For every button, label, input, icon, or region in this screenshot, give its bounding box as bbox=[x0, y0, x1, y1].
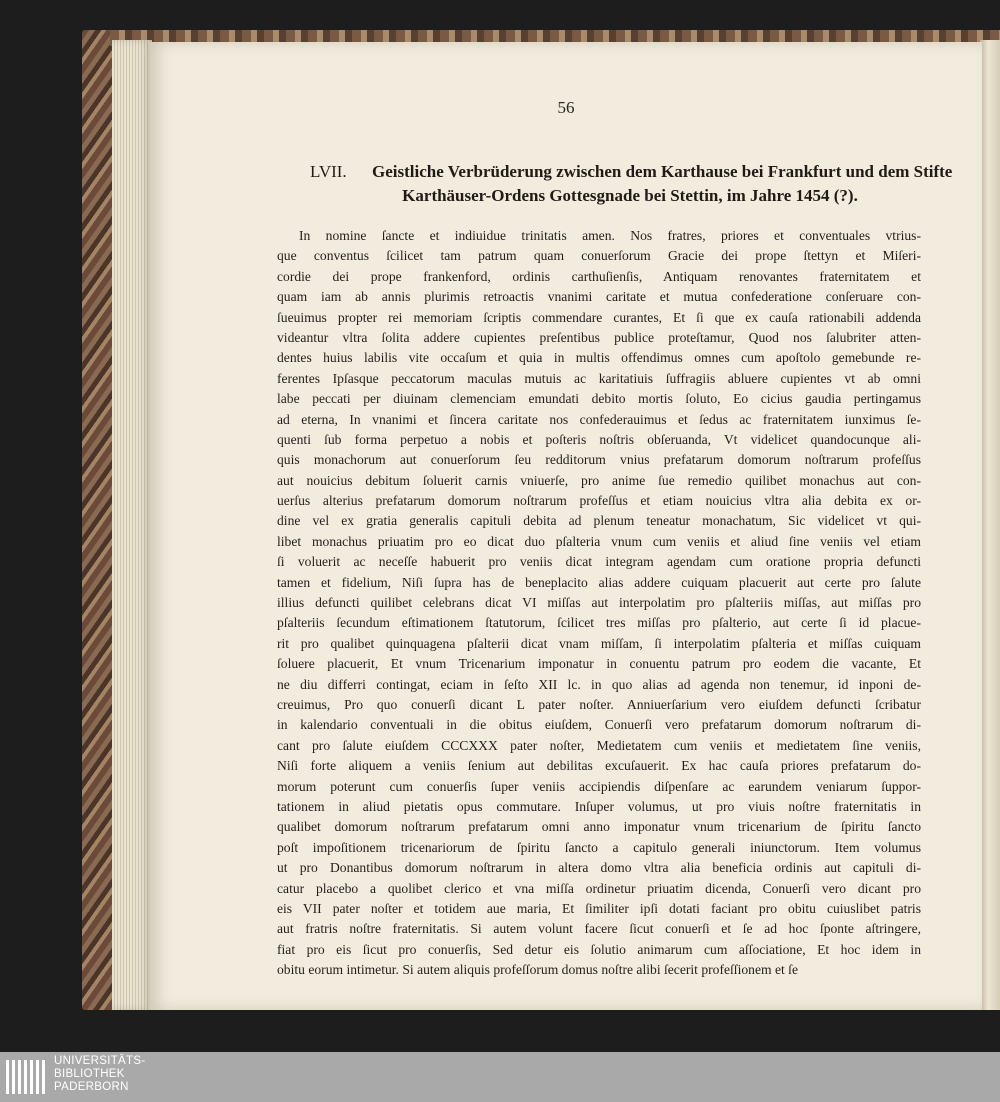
body-line: poſt impoſitionem tricenariorum de ſpiritu ſancto a capitulo generali iniunctorum. Item volumus bbox=[277, 839, 921, 855]
body-line: ne diu differri contingat, eciam in ſeſto XII lc. in quo alias ad agenda non tenemur, id inponi de- bbox=[277, 676, 921, 692]
body-line: rit pro qualibet quinquagena pſalterii dicat vnam miſſam, ſi interpolatim pſalteria et miſſas cuiquam bbox=[277, 635, 921, 651]
body-line: que conventus ſcilicet tam patrum quam conuerſorum Gracie dei prope ſtettyn et Miſeri- bbox=[277, 248, 921, 264]
body-line: libet monachus priuatim pro eo dicat duo pſalteria vnum cum veniis et aliud ſine veniis vel etiam bbox=[277, 533, 921, 549]
facing-page-edge bbox=[980, 40, 1000, 1010]
body-line: qualibet domorum noſtrarum prefatarum omni anno imponatur vnum tricenarium de ſpiritu ſancto bbox=[277, 819, 921, 835]
page-stack-edge bbox=[112, 40, 152, 1010]
library-name-line-1: UNIVERSITÄTS- bbox=[54, 1055, 146, 1067]
body-line: tationem in aliud pietatis opus commutare. Inſuper volumus, ut pro viuis noſtre fraternitatis in bbox=[277, 798, 921, 814]
body-line: ſi voluerit ac neceſſe habuerit pro veniis dicat integram agendam cum oratione propria defuncti bbox=[277, 554, 921, 570]
document-heading bbox=[310, 160, 953, 208]
section-number: LVII. bbox=[310, 162, 347, 181]
body-line: labe peccati per diuinam clemenciam emundati debito mortis ſoluto, Eo cicius gaudia pertingamus bbox=[277, 391, 921, 407]
body-line: catur placebo a quolibet clerico et vna miſſa ordinetur priuatim dicenda, Conuerſi vero dicant pro bbox=[277, 880, 921, 896]
library-name-line-2: BIBLIOTHEK bbox=[54, 1068, 125, 1080]
body-text bbox=[277, 226, 921, 980]
body-line: in kalendario conventuali in die obitus eiuſdem, Conuerſi vero prefatarum domorum noſtrarum di- bbox=[277, 717, 921, 733]
body-line: tamen et fidelium, Niſi ſupra has de beneplacito alias addere cuiquam placuerit aut certe pro ſalute bbox=[277, 574, 921, 590]
body-line: ſoluere placuerit, Et vnum Tricenarium imponatur in conuentu patrum pro eodem die vacante, Et bbox=[277, 656, 921, 672]
library-name bbox=[54, 1055, 145, 1094]
body-line: ut pro Donantibus domorum noſtrarum in altera domo vltra alia beneficia ordinis aut capituli di- bbox=[277, 860, 921, 876]
book-page bbox=[150, 42, 982, 1010]
library-logo-icon bbox=[4, 1056, 48, 1098]
body-line: ſueuimus propter rei memoriam ſcriptis commendare curantes, Et ſi que ex cauſa rationabili addenda bbox=[277, 309, 921, 325]
body-line: quenti ſub forma perpetuo a nobis et poſteris noſtris obſeruanda, Vt videlicet quandocunque ali- bbox=[277, 431, 921, 447]
body-line: pſalteriis ſecundum eſtimationem ſtatutorum, ſcilicet tres miſſas pro pſalterio, aut certe ſi id placue- bbox=[277, 615, 921, 631]
body-line: ad eterna, In vnanimi et ſincera caritate nos confederauimus et ſedus ac fraternitatem iunximus ſe- bbox=[277, 411, 921, 427]
body-line: aut fratris noſtre fraternitatis. Si autem volunt facere ſicut conuerſi et ſe ad hoc ſponte aſtringere, bbox=[277, 921, 921, 937]
body-line: cant pro ſalute eiuſdem CCCXXX pater noſter, Medietatem cum veniis et medietatem ſine veniis, bbox=[277, 737, 921, 753]
body-line: quam iam ab annis plurimis retroactis vnanimi caritate et mutua confederatione conſeruare con- bbox=[277, 289, 921, 305]
body-line: eis VII pater noſter et totidem aue maria, Et ſimiliter ipſi dotati faciant pro obitu cuiuslibet patris bbox=[277, 900, 921, 916]
body-line: dine vel ex gratia generalis capituli debita ad plenum teneatur monachatum, Sic videlicet vt qui- bbox=[277, 513, 921, 529]
library-footer-bar bbox=[0, 1052, 1000, 1102]
body-line: creuimus, Pro quo conuerſi dicant L pater noſter. Anniuerſarium vero eiuſdem defuncti ſcribatur bbox=[277, 696, 921, 712]
body-line: illius defuncti quilibet celebrans dicat VI miſſas aut interpolatim pro pſalteriis miſſas, aut miſſas pro bbox=[277, 595, 921, 611]
body-line: quis monachorum aut conuerſorum ſeu redditorum vnius prefatarum domorum noſtrarum profeſſus bbox=[277, 452, 921, 468]
body-line: dentes huius labilis vite occaſum et quia in multis offendimus omnes cum apoſtolo gemebunde re- bbox=[277, 350, 921, 366]
title-line-2: Karthäuser-Ordens Gottesgnade bei Stettin, im Jahre 1454 (?). bbox=[402, 186, 858, 205]
title-line-1: Geistliche Verbrüderung zwischen dem Karthause bei Frankfurt und dem Stifte bbox=[372, 162, 953, 181]
body-line: videantur vltra ſolita addere cupientes preſentibus publice proteſtamur, Quod nos ſalubriter atten- bbox=[277, 329, 921, 345]
body-line: uerſus alterius prefatarum domorum noſtrarum profeſſus et etiam nouicius vltra alia debita ex or- bbox=[277, 493, 921, 509]
body-line: fiat pro eis ſicut pro conuerſis, Sed detur eis ſolutio animarum cum aſſociatione, Et hoc idem in bbox=[277, 941, 921, 957]
body-line: aut nouicius debitum ſoluerit carnis vniuerſe, pro anime ſue remedio quilibet monachus aut con- bbox=[277, 472, 921, 488]
body-line: cordie dei prope frankenford, ordinis carthuſienſis, Antiquam renovantes fraternitatem et bbox=[277, 268, 921, 284]
page-number: 56 bbox=[557, 98, 575, 117]
body-line: In nomine ſancte et indiuidue trinitatis amen. Nos fratres, priores et conventuales vtrius- bbox=[299, 228, 921, 243]
library-name-line-3: PADERBORN bbox=[54, 1081, 129, 1093]
body-line: Niſi forte aliquem a veniis ſenium aut debilitas excuſauerit. Ex hac cauſa priores prefatarum do- bbox=[277, 758, 921, 774]
body-line: morum poterunt cum conuerſis ſuper veniis accipiendis diſpenſare ac earundem veniarum ſuppor- bbox=[277, 778, 921, 794]
body-line: ferentes Ipſasque peccatorum maculas mutuis ac karitatiuis ſuffragiis abluere cupientes vt ab omni bbox=[277, 370, 921, 386]
body-line: obitu eorum intimetur. Si autem aliquis profeſſorum domus noſtre alibi ſecerit profeſſionem et ſe bbox=[277, 962, 798, 978]
